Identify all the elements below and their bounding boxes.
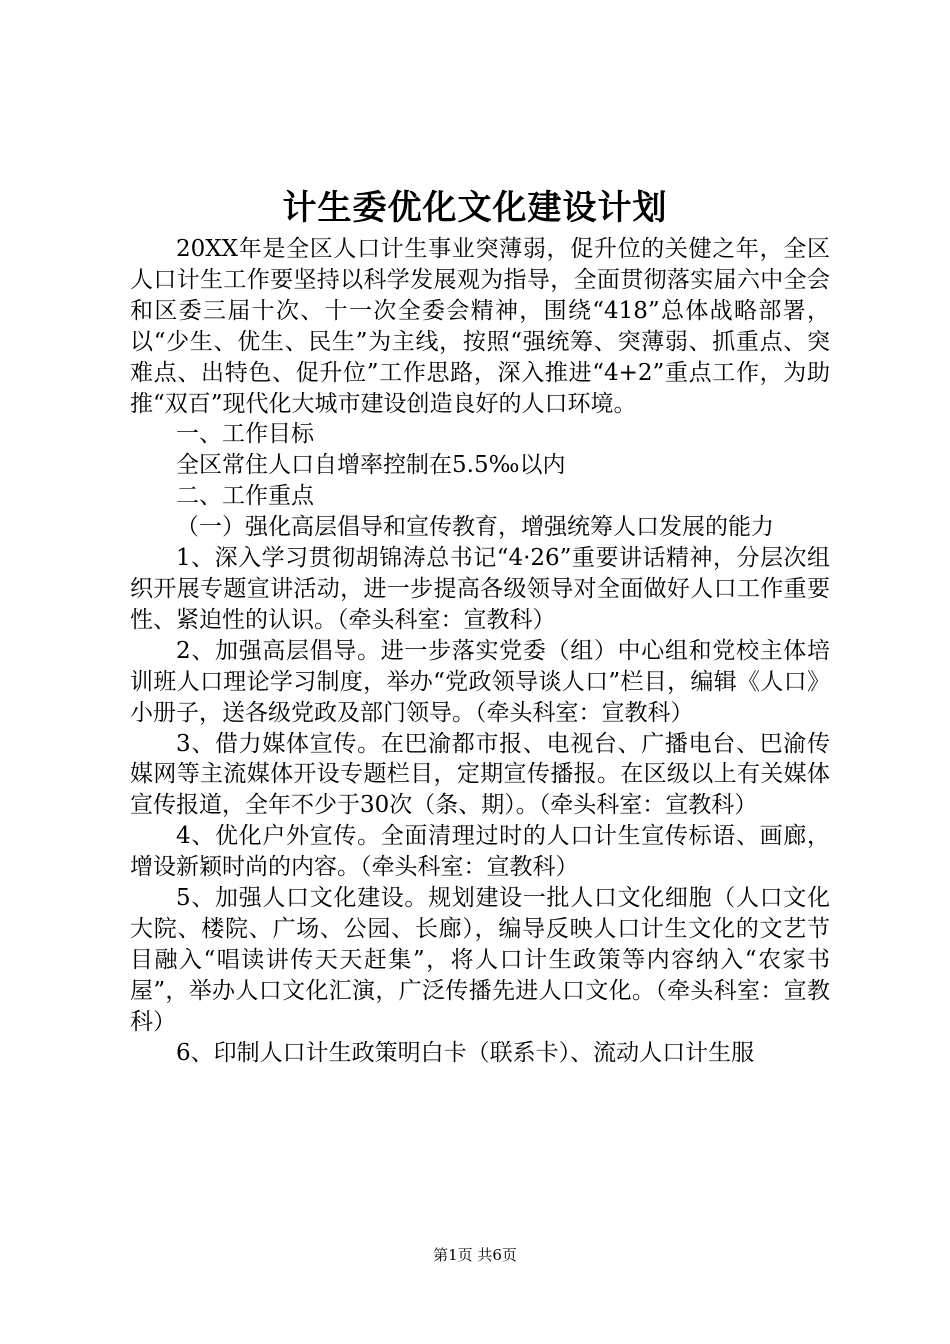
item-1: 1、深入学习贯彻胡锦涛总书记“4·26”重要讲话精神，分层次组织开展专题宣讲活动，进一步提高各级领导对全面做好人口工作重要性、紧迫性的认识。（牵头科室：宣教科） bbox=[130, 545, 830, 633]
item-2: 2、加强高层倡导。进一步落实党委（组）中心组和党校主体培训班人口理论学习制度，举办“党政领导谈人口”栏目，编辑《人口》小册子，送各级党政及部门领导。（牵头科室：宣教科） bbox=[130, 637, 830, 726]
document-body bbox=[130, 234, 830, 1068]
paragraph-goal: 全区常住人口自增率控制在5.5‰以内 bbox=[176, 452, 566, 479]
item-6: 6、印制人口计生政策明白卡（联系卡）、流动人口计生服 bbox=[176, 1039, 755, 1066]
subheading-1: （一）强化高层倡导和宣传教育，增强统筹人口发展的能力 bbox=[176, 514, 774, 541]
document-title: 计生委优化文化建设计划 bbox=[282, 188, 668, 228]
heading-goal: 一、工作目标 bbox=[176, 421, 314, 448]
item-5: 5、加强人口文化建设。规划建设一批人口文化细胞（人口文化大院、楼院、广场、公园、长廊），编导反映人口计生文化的文艺节目融入“唱读讲传天天赶集”，将人口计生政策等内容纳入“农家书屋”，举办人口文化汇演，广泛传播先进人口文化。（牵头科室：宣教科） bbox=[130, 885, 830, 1035]
item-3: 3、借力媒体宣传。在巴渝都市报、电视台、广播电台、巴渝传媒网等主流媒体开设专题栏目，定期宣传播报。在区级以上有关媒体宣传报道，全年不少于30次（条、期）。（牵头科室：宣教科） bbox=[130, 730, 830, 819]
item-4: 4、优化户外宣传。全面清理过时的人口计生宣传标语、画廊，增设新颖时尚的内容。（牵头科室：宣教科） bbox=[130, 823, 830, 881]
heading-focus: 二、工作重点 bbox=[176, 483, 314, 510]
page-number-footer: 第1页 共6页 bbox=[433, 1246, 517, 1264]
paragraph-intro: 20XX年是全区人口计生事业突薄弱，促升位的关健之年，全区人口计生工作要坚持以科学发展观为指导，全面贯彻落实届六中全会和区委三届十次、十一次全委会精神，围绕“418”总体战略部署，以“少生、优生、民生”为主线，按照“强统筹、突薄弱、抓重点、突难点、出特色、促升位”工作思路，深入推进“4+2”重点工作，为助推“双百”现代化大城市建设创造良好的人口环境。 bbox=[130, 236, 830, 417]
